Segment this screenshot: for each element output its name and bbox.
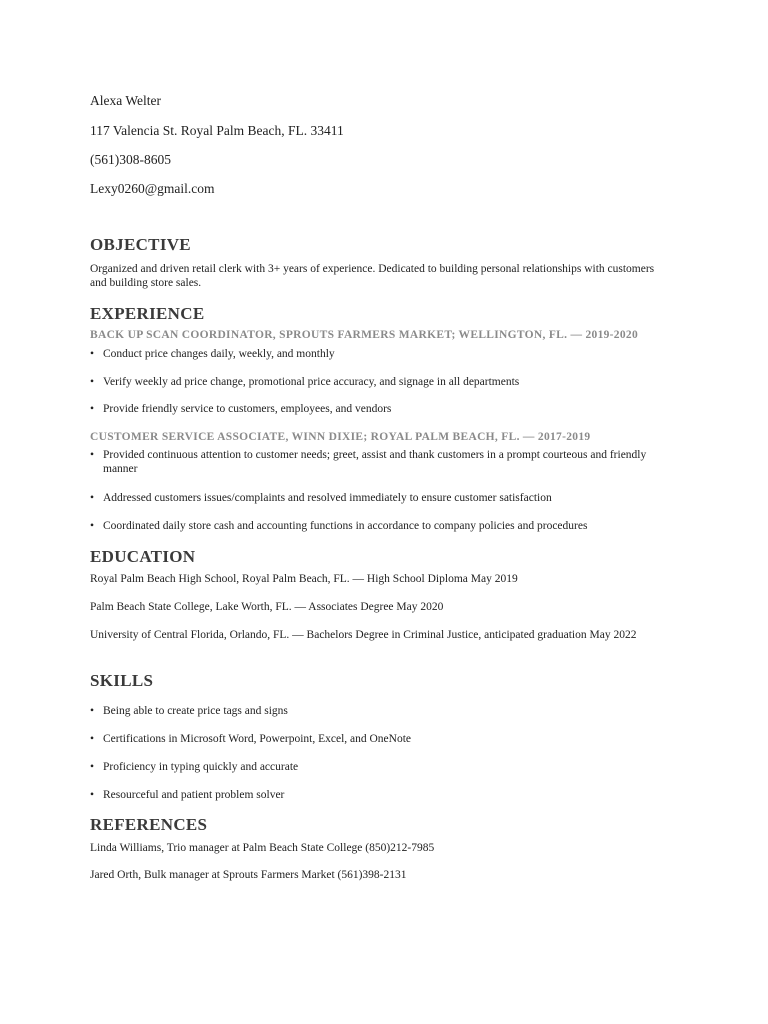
education-entry: Royal Palm Beach High School, Royal Palm Beach, FL. — High School Diploma May 2019 (90, 573, 518, 585)
bullet-glyph: • (90, 449, 95, 461)
bullet-glyph: • (90, 761, 95, 773)
list-item-text: Being able to create price tags and signs (103, 705, 288, 717)
bullet-glyph: • (90, 520, 95, 532)
list-item-text: Coordinated daily store cash and accounting functions in accordance to company policies and procedures (103, 520, 588, 532)
contact-address: 117 Valencia St. Royal Palm Beach, FL. 33411 (90, 123, 344, 138)
contact-name: Alexa Welter (90, 93, 162, 108)
list-item (90, 704, 670, 718)
list-item-text: Proficiency in typing quickly and accurate (103, 761, 299, 773)
list-item-text: Addressed customers issues/complaints and resolved immediately to ensure customer satisfaction (103, 492, 552, 504)
list-item (90, 788, 670, 802)
objective-heading: OBJECTIVE (90, 235, 191, 254)
list-item (90, 732, 670, 746)
bullet-glyph: • (90, 789, 95, 801)
education-entry: University of Central Florida, Orlando, FL. — Bachelors Degree in Criminal Justice, anticipated graduation May 2022 (90, 629, 637, 641)
list-item (90, 760, 670, 774)
list-item (90, 448, 670, 476)
experience-heading: EXPERIENCE (90, 304, 205, 323)
list-item (90, 519, 670, 533)
list-item-text: Certifications in Microsoft Word, Powerpoint, Excel, and OneNote (103, 733, 412, 745)
bullet-glyph: • (90, 376, 95, 388)
job-title: CUSTOMER SERVICE ASSOCIATE, WINN DIXIE; ROYAL PALM BEACH, FL. — 2017-2019 (90, 431, 591, 443)
list-item-text: Resourceful and patient problem solver (103, 789, 285, 801)
job-title: BACK UP SCAN COORDINATOR, SPROUTS FARMERS MARKET; WELLINGTON, FL. — 2019-2020 (90, 329, 638, 341)
bullet-glyph: • (90, 733, 95, 745)
references-heading: REFERENCES (90, 815, 208, 834)
bullet-glyph: • (90, 348, 95, 360)
list-item (90, 347, 670, 361)
reference-entry: Jared Orth, Bulk manager at Sprouts Farmers Market (561)398-2131 (90, 869, 407, 881)
list-item (90, 491, 670, 505)
education-entry: Palm Beach State College, Lake Worth, FL. — Associates Degree May 2020 (90, 601, 444, 613)
skills-heading: SKILLS (90, 671, 154, 690)
list-item-text: Conduct price changes daily, weekly, and monthly (103, 348, 335, 360)
objective-text: Organized and driven retail clerk with 3+ years of experience. Dedicated to building personal relationships with customers and building store sales. (90, 263, 655, 289)
bullet-glyph: • (90, 403, 95, 415)
reference-entry: Linda Williams, Trio manager at Palm Beach State College (850)212-7985 (90, 842, 435, 854)
list-item-text: Provide friendly service to customers, employees, and vendors (103, 403, 392, 415)
list-item (90, 375, 670, 389)
education-heading: EDUCATION (90, 547, 196, 566)
contact-phone: (561)308-8605 (90, 152, 171, 167)
list-item-text: Verify weekly ad price change, promotional price accuracy, and signage in all departments (103, 376, 520, 388)
bullet-glyph: • (90, 492, 95, 504)
bullet-glyph: • (90, 705, 95, 717)
list-item-text: Provided continuous attention to customer needs; greet, assist and thank customers in a prompt courteous and friendly manner (103, 449, 647, 475)
list-item (90, 402, 670, 416)
contact-email: Lexy0260@gmail.com (90, 181, 215, 196)
